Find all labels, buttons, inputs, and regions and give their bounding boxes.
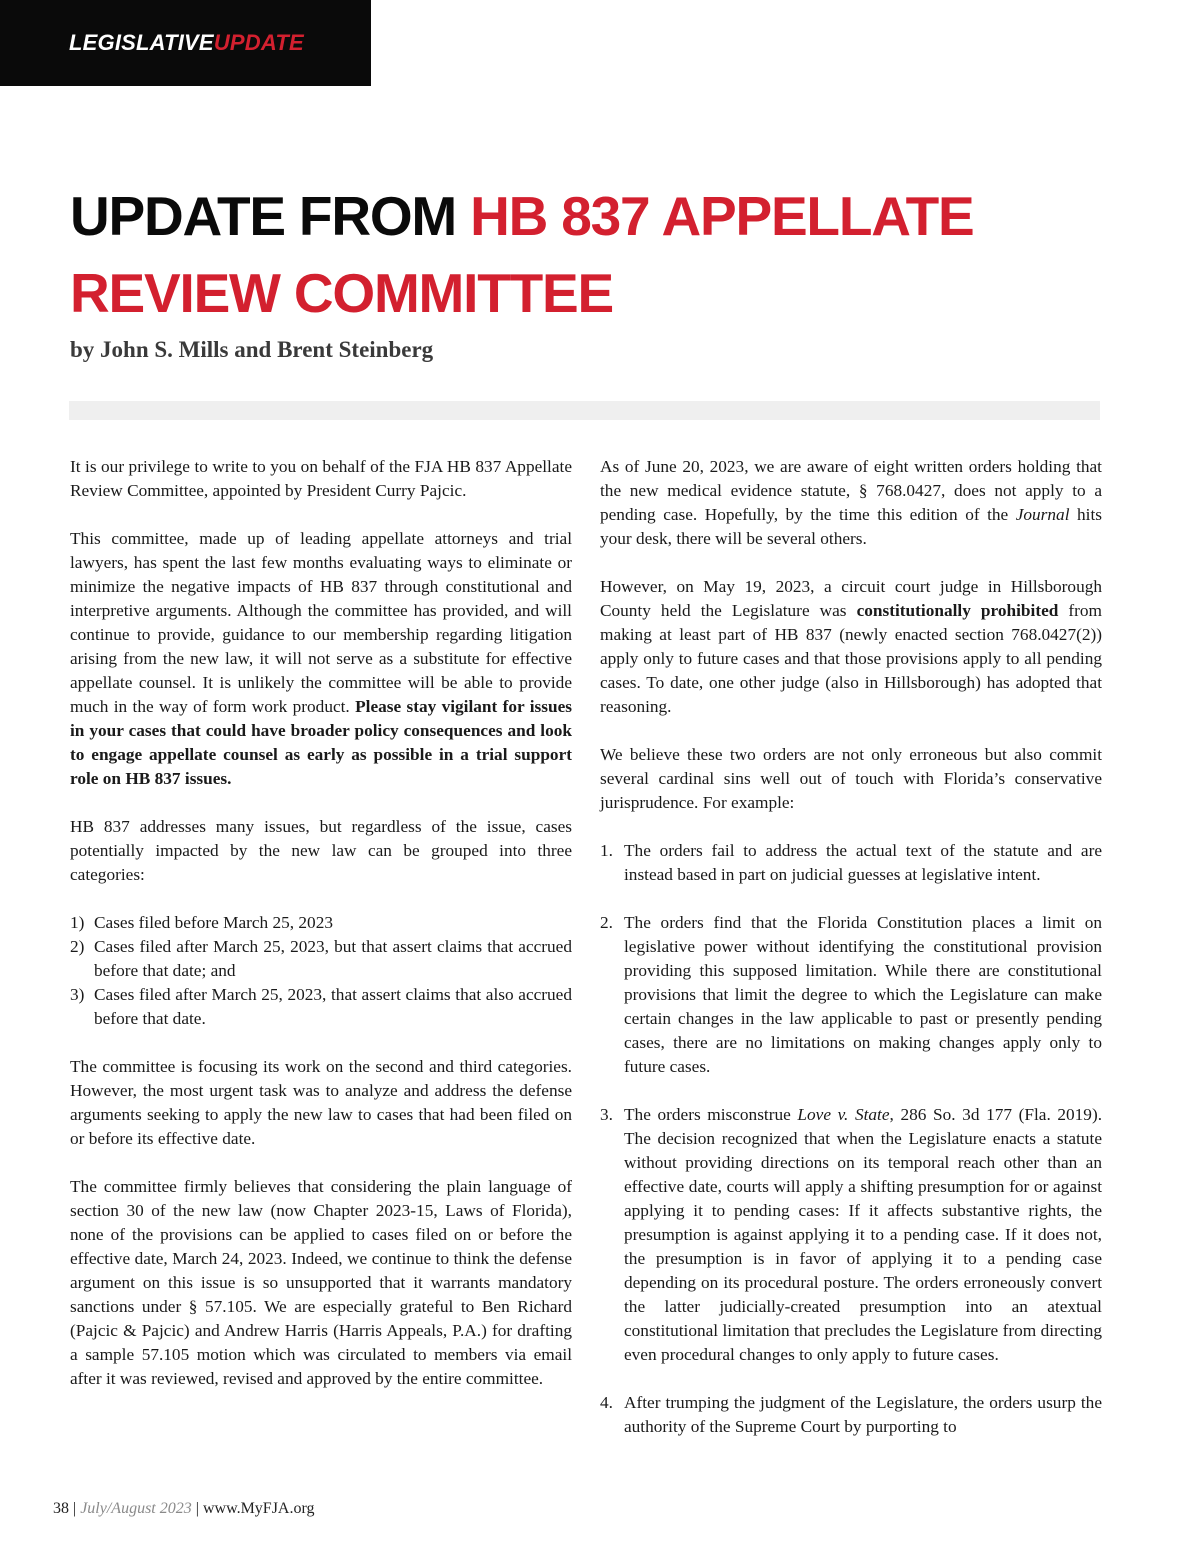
list-item-number: 2) [70,937,85,956]
case-citation: Love v. State [797,1105,890,1124]
paragraph-orders-text: As of June 20, 2023, we are aware of eight written orders holding that the new medical evidence statute, § 768.0427, does not apply to a pending case. Hopefully, by the time this edition of the [600,457,1102,524]
list-item [600,839,1102,887]
list-item [70,935,572,983]
list-item-number: 3) [70,985,85,1004]
paragraph-belief-errors: We believe these two orders are not only erroneous but also commit several cardinal sins well out of touch with Florida’s conservative jurisprudence. For example: [600,745,1102,812]
list-item-number: 4. [600,1393,613,1412]
right-column [600,455,1102,1439]
list-item-text: Cases filed after March 25, 2023, that assert claims that also accrued before that date. [94,985,572,1028]
article-title [70,178,1130,332]
journal-title: Journal [1015,505,1070,524]
paragraph-committee-emphasis: Please stay vigilant for issues in your cases that could have broader policy consequences and look to engage appellate counsel as early as possible in a trial support role on HB 837 issues. [70,697,572,788]
list-item [600,911,1102,1079]
list-item-text: The orders misconstrue [624,1105,798,1124]
list-item-text: The orders fail to address the actual text of the statute and are instead based in part on judicial guesses at legislative intent. [624,841,1102,884]
paragraph-circuit-text: However, on May 19, 2023, a circuit court judge in Hillsborough County held the Legislature was [600,577,1102,620]
article-title-lead: UPDATE FROM [70,185,471,247]
list-item [600,1391,1102,1439]
paragraph-orders [600,455,1102,551]
page-footer [53,1500,315,1518]
list-item-number: 2. [600,913,613,932]
article-byline: by John S. Mills and Brent Steinberg [70,337,434,362]
footer-separator: | [191,1500,203,1517]
paragraph-intro: It is our privilege to write to you on behalf of the FJA HB 837 Appellate Review Committee, appointed by President Curry Pajcic. [70,457,572,500]
list-item [70,983,572,1031]
list-item [600,1103,1102,1367]
paragraph-orders-text-end: hits your desk, there will be several others. [600,505,1102,548]
paragraph-circuit-emphasis: constitutionally prohibited [856,601,1059,620]
list-item-text-end: , 286 So. 3d 177 (Fla. 2019). The decision recognized that when the Legislature enacts a statute without providing directions on its temporal reach other than an effective date, courts will apply a shifting presumption for or against applying it to pending cases: If it affects substantive rights, the presumption is against applying it to a pending case. If it does not, the presumption is in favor of applying it to a pending case depending on its procedural posture. The orders erroneously convert the latter judicially-created presumption into an atextual constitutional limitation that precludes the Legislature from directing even procedural changes to only apply to future cases. [624,1105,1103,1364]
paragraph-committee-text: This committee, made up of leading appellate attorneys and trial lawyers, has spent the last few months evaluating ways to eliminate or minimize the negative impacts of HB 837 through constitutional and interpretive arguments. Although the committee has provided, and will continue to provide, guidance to our membership regarding litigation arising from the new law, it will not serve as a substitute for effective appellate counsel. It is unlikely the committee will be able to provide much in the way of form work product. [70,529,572,716]
article-title-highlight: HB 837 APPELLATE REVIEW COMMITTEE [70,185,974,324]
paragraph-circuit-text-end: from making at least part of HB 837 (newly enacted section 768.0427(2)) apply only to future cases and that those provisions apply to all pending cases. To date, one other judge (also in Hillsborough) has adopted that reasoning. [600,601,1102,716]
page-number: 38 [53,1500,69,1517]
paragraph-focus: The committee is focusing its work on the second and third categories. However, the most urgent task was to analyze and address the defense arguments seeking to apply the new law to cases that had been filed on or before its effective date. [70,1057,572,1148]
list-item-text: Cases filed before March 25, 2023 [94,913,333,932]
list-item-number: 1. [600,841,613,860]
list-item-text: After trumping the judgment of the Legislature, the orders usurp the authority of the Supreme Court by purporting to [624,1393,1102,1436]
footer-separator: | [69,1500,81,1517]
list-item [70,911,572,935]
paragraph-committee [70,527,572,791]
issue-date: July/August 2023 [80,1500,192,1517]
list-item-text: Cases filed after March 25, 2023, but that assert claims that accrued before that date; and [94,937,572,980]
section-banner [0,0,371,86]
paragraph-belief: The committee firmly believes that considering the plain language of section 30 of the new law (now Chapter 2023-15, Laws of Florida), none of the provisions can be applied to cases filed on or before the effective date, March 24, 2023. Indeed, we continue to think the defense argument on this issue is so unsupported that it warrants mandatory sanctions under § 57.105. We are especially grateful to Ben Richard (Pajcic & Pajcic) and Andrew Harris (Harris Appeals, P.A.) for drafting a sample 57.105 motion which was circulated to members via email after it was reviewed, revised and approved by the entire committee. [70,1177,572,1388]
categories-list [70,911,572,1031]
list-item-number: 1) [70,913,85,932]
list-item-number: 3. [600,1105,613,1124]
section-banner-label [69,30,304,56]
title-divider [69,401,1100,420]
left-column [70,455,572,1415]
website-link[interactable]: www.MyFJA.org [202,1500,315,1517]
banner-label-legislative: LEGISLATIVE [69,30,214,55]
paragraph-circuit-judge [600,575,1102,719]
errors-list [600,839,1102,1439]
banner-label-update: UPDATE [213,30,304,55]
paragraph-categories-intro: HB 837 addresses many issues, but regardless of the issue, cases potentially impacted by the new law can be grouped into three categories: [70,817,572,884]
list-item-text: The orders find that the Florida Constitution places a limit on legislative power without identifying the constitutional provision providing this supposed limitation. While there are constitutional provisions that limit the degree to which the Legislature can make certain changes in the law applicable to past or presently pending cases, there are no limitations on making changes apply only to future cases. [624,913,1102,1076]
